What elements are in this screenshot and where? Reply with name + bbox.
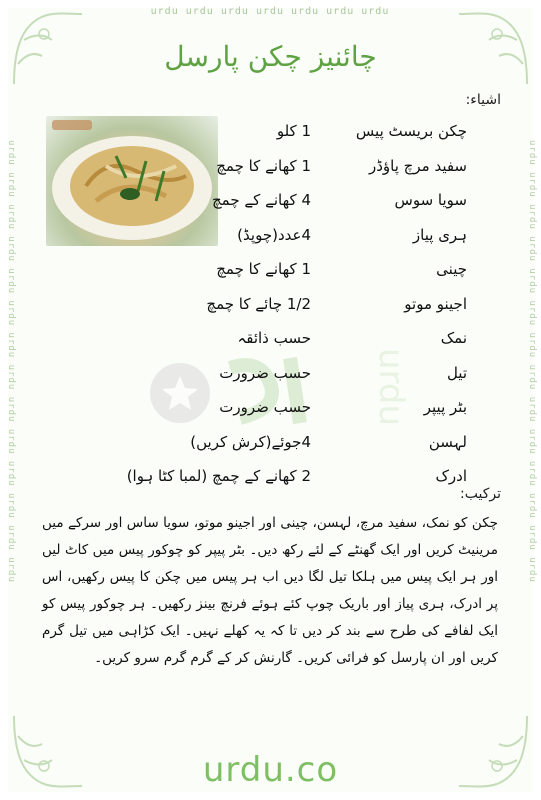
footer-site-name: urdu.co	[202, 750, 339, 790]
ingredient-quantity: 1 کھانے کا چمچ	[216, 260, 311, 278]
ingredient-name: تیل	[446, 363, 467, 382]
ingredient-quantity: 1/2 چائے کا چمچ	[206, 294, 311, 313]
ingredient-quantity: حسب ذائقہ	[237, 329, 311, 347]
watermark-text: urdu	[371, 348, 411, 427]
ingredient-name: بٹر پیپر	[423, 398, 467, 416]
watermark-logo	[140, 338, 411, 448]
ingredient-name: چینی	[436, 260, 467, 278]
ingredient-quantity: 4جوئے(کرش کریں)	[190, 432, 311, 451]
ingredient-name: سویا سوس	[394, 191, 467, 209]
ingredient-name: ہری پیاز	[412, 225, 467, 244]
ingredient-name: اجینو موتو	[404, 294, 467, 313]
ingredient-quantity: حسب ضرورت	[219, 398, 311, 416]
method-heading: ترکیب:	[460, 486, 501, 502]
ingredient-quantity: 1 کلو	[276, 122, 311, 140]
ingredient-name: ادرک	[435, 467, 467, 485]
ingredient-quantity: حسب ضرورت	[219, 363, 311, 382]
ingredient-name: سفید مرچ پاؤڈر	[369, 156, 467, 175]
ingredient-name: نمک	[440, 329, 467, 347]
ingredient-name: چکن بریسٹ پیس	[355, 122, 467, 140]
left-border-pattern: urdu urdu urdu urdu urdu urdu urdu urdu urdu urdu urdu urdu urdu urdu	[6, 140, 16, 583]
right-border-pattern: urdu urdu urdu urdu urdu urdu urdu urdu urdu urdu urdu urdu urdu urdu	[527, 140, 537, 583]
ingredient-quantity: 4عدد(چوپڈ)	[237, 225, 311, 244]
recipe-title: چائنیز چکن پارسل	[164, 40, 377, 73]
ingredient-name: لہسن	[428, 432, 467, 451]
ingredient-quantity: 1 کھانے کا چمچ	[216, 156, 311, 175]
method-text: چکن کو نمک، سفید مرچ، لہسن، چینی اور اجینو موتو، سویا ساس اور سرکے میں مرینیٹ کریں اور ایک گھنٹے کے لئے رکھ دیں۔ بٹر پیپر کو چوکور پیس میں کاٹ لیں اور ہر ایک پیس میں ہلکا تیل لگا دیں اب ہر پیس میں چکن کا پیس رکھیں، اس پر ادرک، ہری پیاز اور باریک چوپ کئے ہوئے فرنچ بینز رکھیں۔ ہر چوکور پیس کو ایک لفافے کی طرح سے بند کر دیں تا کہ یہ کھلے نہیں۔ ایک کڑاہی میں تیل گرم کریں اور ان پارسل کو فرائی کریں۔ گارنش کر کے گرم گرم سرو کریں۔	[42, 515, 498, 666]
ingredients-heading: اشیاء:	[465, 92, 501, 108]
ingredient-quantity: 2 کھانے کے چمچ (لمبا کٹا ہوا)	[126, 467, 311, 485]
ingredient-quantity: 4 کھانے کے چمچ	[212, 191, 311, 209]
top-border-pattern: urdu urdu urdu urdu urdu urdu urdu	[150, 6, 390, 17]
